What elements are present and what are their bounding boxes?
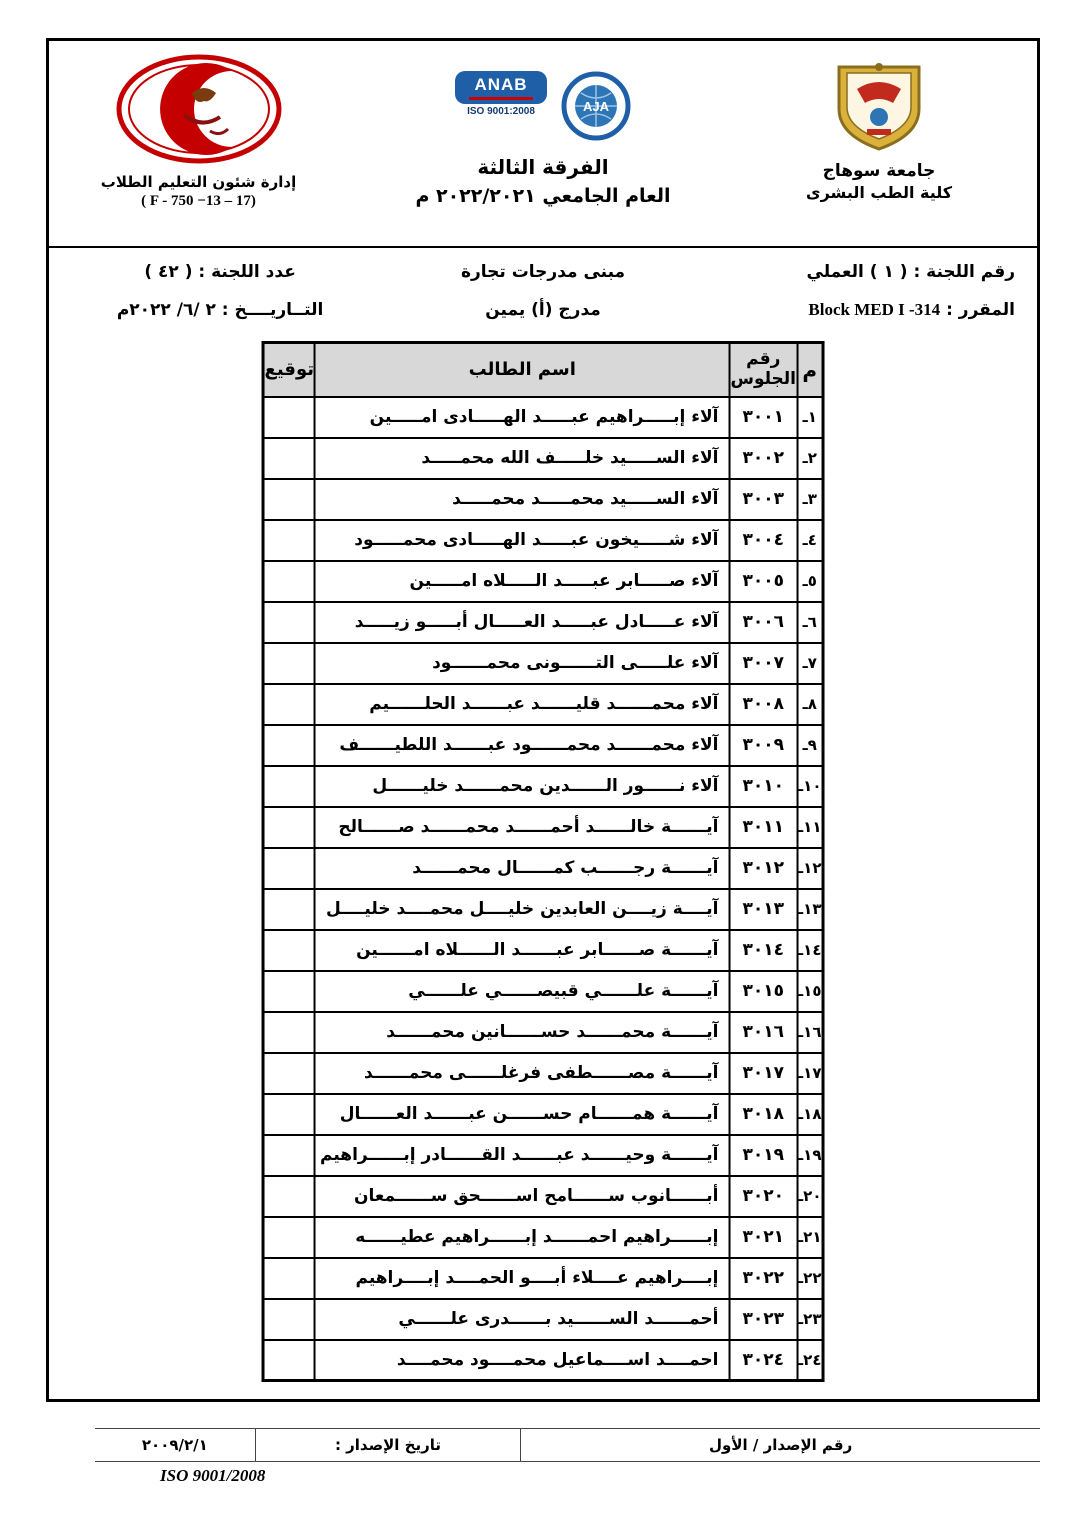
faculty-crescent-logo-icon [114, 53, 284, 165]
row-index-cell: ١٨ـ [797, 1094, 823, 1135]
signature-cell [263, 643, 315, 684]
table-row [263, 971, 823, 1012]
row-index-cell: ٤ـ [797, 520, 823, 561]
footer-issue-strip [95, 1428, 1040, 1462]
signature-cell [263, 971, 315, 1012]
student-name-cell: آلاء محمــــــد محمــــــود عبــــــد اللطيــــــف [315, 725, 729, 766]
table-row [263, 1135, 823, 1176]
student-name-cell: إبــــراهيم عــــلاء أبــــو الحمــــد إبــــراهيم [315, 1258, 729, 1299]
signature-cell [263, 684, 315, 725]
signature-cell [263, 1012, 315, 1053]
row-index-cell: ٥ـ [797, 561, 823, 602]
header-right-block [769, 59, 989, 202]
table-row [263, 1258, 823, 1299]
university-shield-logo-icon [827, 59, 931, 155]
student-name-cell: آلاء صـــــابر عبـــــد الـــــلاه امـــــين [315, 561, 729, 602]
student-name-cell: آلاء الســـــيد خلـــــف الله محمـــــد [315, 438, 729, 479]
table-row [263, 766, 823, 807]
signature-cell [263, 1340, 315, 1381]
student-name-cell: آيــــــة همــــــام حســــــن عبــــــد العــــــال [315, 1094, 729, 1135]
signature-cell [263, 479, 315, 520]
seat-number-cell: ٣٠١٥ [729, 971, 797, 1012]
seat-number-cell: ٣٠٠٤ [729, 520, 797, 561]
committee-number: رقم اللجنة : ( ١ ) العملي [806, 262, 1015, 282]
student-name-cell: آلاء نــــــور الــــــدين محمــــــد خليــــــل [315, 766, 729, 807]
header-left-block [91, 53, 306, 210]
student-name-cell: آلاء شـــــيخون عبـــــد الهـــــادى محمـــــود [315, 520, 729, 561]
issue-number: رقم الإصدار / الأول [520, 1429, 1040, 1461]
seat-number-cell: ٣٠١٦ [729, 1012, 797, 1053]
student-name-cell: آيــــــة محمــــــد حســــــانين محمــــــد [315, 1012, 729, 1053]
row-index-cell: ٢ـ [797, 438, 823, 479]
seat-number-cell: ٣٠١٣ [729, 889, 797, 930]
certification-logos [363, 71, 723, 149]
seat-number-cell: ٣٠٠٧ [729, 643, 797, 684]
building-name: مبنى مدرجات تجارة [460, 262, 626, 282]
student-name-cell: أحمــــــد الســــــيد بــــــدرى علــــــي [315, 1299, 729, 1340]
row-index-cell: ١ـ [797, 397, 823, 438]
header-index: م [797, 343, 823, 397]
seat-number-cell: ٣٠٠٩ [729, 725, 797, 766]
student-name-cell: آلاء علـــــى التــــــونى محمــــــود [315, 643, 729, 684]
student-name-cell: آيــــة زيــــن العابدين خليــــل محمــــد خليــــل [315, 889, 729, 930]
signature-cell [263, 848, 315, 889]
seat-number-cell: ٣٠١٠ [729, 766, 797, 807]
form-code: ( F - 750 −13 – 17) [141, 193, 256, 209]
student-name-cell: آيــــــة وحيــــــد عبــــــد القــــــادر إبــــــراهيم [315, 1135, 729, 1176]
seat-number-cell: ٣٠٠٨ [729, 684, 797, 725]
row-index-cell: ٢٢ـ [797, 1258, 823, 1299]
seat-number-cell: ٣٠٠٦ [729, 602, 797, 643]
signature-cell [263, 930, 315, 971]
student-name-cell: آيــــــة خالــــــد أحمــــــد محمــــــد صــــــالح [315, 807, 729, 848]
student-name-cell: آيــــــة مصــــــطفى فرغلــــــى محمــــــد [315, 1053, 729, 1094]
student-name-cell: آلاء الســـــيد محمـــــد محمـــــد [315, 479, 729, 520]
signature-cell [263, 1094, 315, 1135]
table-row [263, 643, 823, 684]
signature-cell [263, 1053, 315, 1094]
row-index-cell: ١١ـ [797, 807, 823, 848]
row-index-cell: ١٧ـ [797, 1053, 823, 1094]
table-row [263, 1340, 823, 1381]
table-row [263, 1176, 823, 1217]
committee-count: عدد اللجنة : ( ٤٢ ) [144, 262, 296, 282]
seat-number-cell: ٣٠١١ [729, 807, 797, 848]
header-name: اسم الطالب [315, 343, 729, 397]
row-index-cell: ١٠ـ [797, 766, 823, 807]
seat-number-cell: ٣٠٠١ [729, 397, 797, 438]
table-row [263, 1053, 823, 1094]
header-center-block [363, 71, 723, 207]
seat-number-cell: ٣٠١٩ [729, 1135, 797, 1176]
row-index-cell: ٢٠ـ [797, 1176, 823, 1217]
seat-number-cell: ٣٠١٨ [729, 1094, 797, 1135]
iso-certification-label: ISO 9001/2008 [160, 1466, 266, 1485]
row-index-cell: ٢٣ـ [797, 1299, 823, 1340]
row-index-cell: ١٤ـ [797, 930, 823, 971]
student-name-cell: آيــــــة صــــــابر عبــــــد الــــــلاه امــــــين [315, 930, 729, 971]
table-row [263, 520, 823, 561]
seat-number-cell: ٣٠٠٢ [729, 438, 797, 479]
anab-logo-text: ANAB [474, 75, 528, 94]
signature-cell [263, 1135, 315, 1176]
student-name-cell: آيــــــة علــــــي قبيصــــــي علــــــي [315, 971, 729, 1012]
page-border-frame [46, 38, 1040, 1402]
signature-cell [263, 397, 315, 438]
signature-cell [263, 1176, 315, 1217]
row-index-cell: ٢٤ـ [797, 1340, 823, 1381]
seat-number-cell: ٣٠٢٣ [729, 1299, 797, 1340]
seat-number-cell: ٣٠٢٢ [729, 1258, 797, 1299]
table-row [263, 479, 823, 520]
row-index-cell: ٩ـ [797, 725, 823, 766]
header-seat: رقم الجلوس [729, 343, 797, 397]
table-row [263, 725, 823, 766]
row-index-cell: ٢١ـ [797, 1217, 823, 1258]
seat-number-cell: ٣٠٢٠ [729, 1176, 797, 1217]
seat-number-cell: ٣٠٢٤ [729, 1340, 797, 1381]
student-name-cell: احمــــد اســــماعيل محمــــود محمــــد [315, 1340, 729, 1381]
class-title: الفرقة الثالثة [477, 155, 609, 179]
table-row [263, 930, 823, 971]
signature-cell [263, 1299, 315, 1340]
department-label: إدارة شئون التعليم الطلاب [100, 173, 297, 191]
row-index-cell: ٨ـ [797, 684, 823, 725]
course-line [707, 300, 1025, 320]
exam-date: التــاريــــخ : ٢ /٦/ ٢٠٢٢م [116, 300, 324, 320]
svg-text:AJA: AJA [582, 99, 610, 114]
signature-cell [263, 438, 315, 479]
table-row [263, 889, 823, 930]
issue-date-value: ٢٠٠٩/٢/١ [95, 1429, 256, 1461]
row-index-cell: ١٥ـ [797, 971, 823, 1012]
seat-number-cell: ٣٠٠٣ [729, 479, 797, 520]
faculty-name: كلية الطب البشرى [805, 183, 953, 202]
course-label: المقرر : [940, 300, 1015, 320]
seat-number-cell: ٣٠١٧ [729, 1053, 797, 1094]
signature-cell [263, 561, 315, 602]
anab-logo-icon [455, 71, 547, 117]
row-index-cell: ٦ـ [797, 602, 823, 643]
student-name-cell: آلاء إبـــــراهيم عبـــــد الهـــــادى امـــــين [315, 397, 729, 438]
table-row [263, 807, 823, 848]
exam-info-section [49, 253, 1037, 329]
header-divider [49, 246, 1037, 248]
table-row [263, 1012, 823, 1053]
students-table-header [263, 343, 823, 397]
signature-cell [263, 1258, 315, 1299]
university-name: جامعة سوهاج [822, 161, 936, 181]
aja-registrars-logo-icon [561, 71, 631, 141]
student-name-cell: آيــــــة رجــــــب كمــــــال محمــــــد [315, 848, 729, 889]
row-index-cell: ١٩ـ [797, 1135, 823, 1176]
signature-cell [263, 1217, 315, 1258]
seat-number-cell: ٣٠٢١ [729, 1217, 797, 1258]
students-table-body [263, 397, 823, 1381]
signature-cell [263, 520, 315, 561]
row-index-cell: ٣ـ [797, 479, 823, 520]
table-row [263, 848, 823, 889]
anab-iso-label: ISO 9001:2008 [467, 106, 535, 117]
row-index-cell: ١٦ـ [797, 1012, 823, 1053]
signature-cell [263, 889, 315, 930]
course-code: Block MED I -314 [808, 300, 941, 319]
table-row [263, 438, 823, 479]
exam-info-row-1 [61, 253, 1025, 291]
table-row [263, 1094, 823, 1135]
seat-number-cell: ٣٠٠٥ [729, 561, 797, 602]
signature-cell [263, 766, 315, 807]
table-row [263, 684, 823, 725]
student-name-cell: آلاء عـــــادل عبـــــد العـــــال أبـــــو زيـــــد [315, 602, 729, 643]
row-index-cell: ٧ـ [797, 643, 823, 684]
table-row [263, 1217, 823, 1258]
student-name-cell: إبــــــراهيم احمــــــد إبــــــراهيم عطيــــــه [315, 1217, 729, 1258]
exam-info-row-2 [61, 291, 1025, 329]
issue-date-label: تاريخ الإصدار : [334, 1436, 441, 1454]
signature-cell [263, 807, 315, 848]
table-row [263, 1299, 823, 1340]
row-index-cell: ١٢ـ [797, 848, 823, 889]
seat-number-cell: ٣٠١٤ [729, 930, 797, 971]
students-table [262, 341, 825, 1382]
header-signature: توقيع [263, 343, 315, 397]
anab-accent-bar [469, 97, 533, 100]
academic-year: العام الجامعي ٢٠٢٢/٢٠٢١ م [415, 185, 671, 207]
row-index-cell: ١٣ـ [797, 889, 823, 930]
student-name-cell: آلاء محمــــــد قليــــــد عبــــــد الحلــــــيم [315, 684, 729, 725]
student-name-cell: أبــــــانوب ســــــامح اســــــحق ســــــمعان [315, 1176, 729, 1217]
signature-cell [263, 725, 315, 766]
seat-number-cell: ٣٠١٢ [729, 848, 797, 889]
table-row [263, 602, 823, 643]
hall-name: مدرج (أ) يمين [485, 300, 601, 320]
table-row [263, 397, 823, 438]
signature-cell [263, 602, 315, 643]
table-row [263, 561, 823, 602]
